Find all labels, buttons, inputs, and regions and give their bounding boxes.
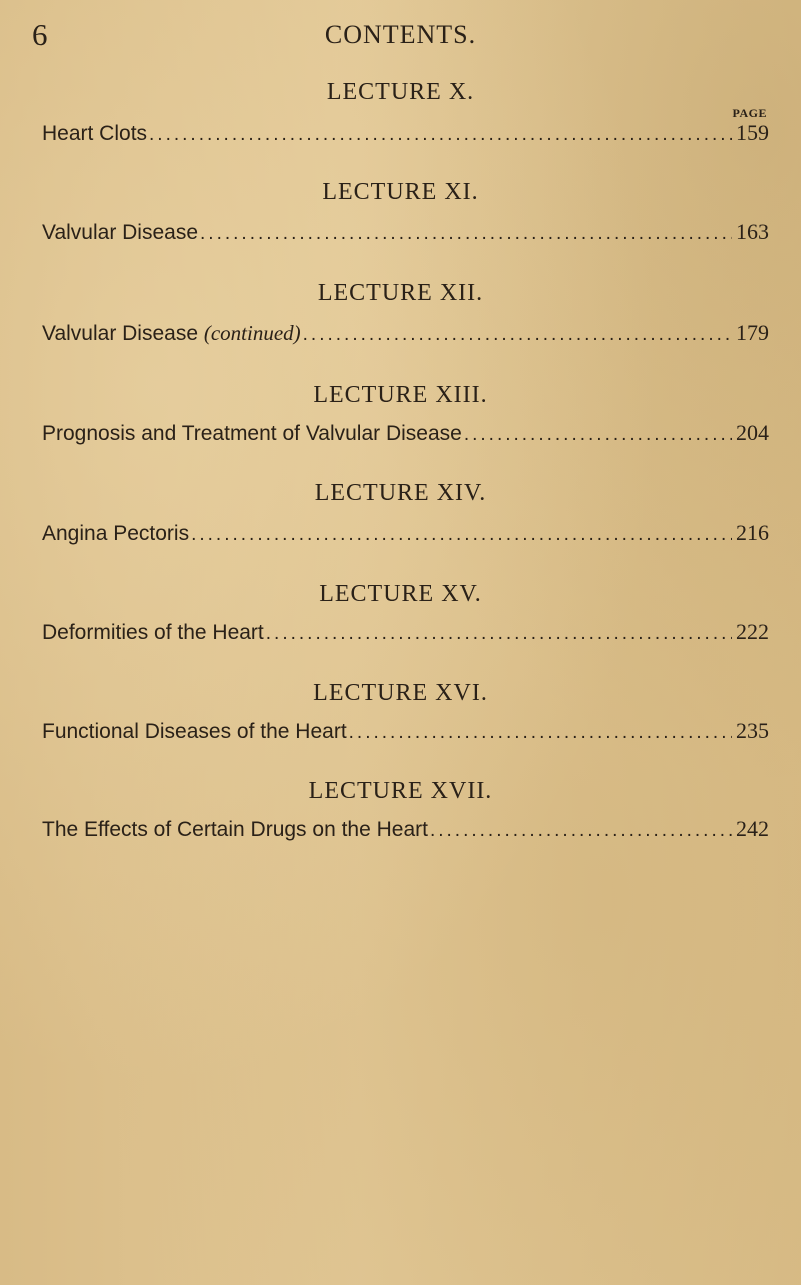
lecture-heading: LECTURE XV. bbox=[319, 581, 482, 607]
entry-page-number: 222 bbox=[736, 619, 769, 644]
entry-page-number: 242 bbox=[736, 816, 769, 841]
entry-title: Prognosis and Treatment of Valvular Disease bbox=[42, 422, 462, 445]
toc-entry[interactable] bbox=[42, 418, 769, 448]
running-head: CONTENTS. bbox=[324, 20, 477, 49]
toc-entry[interactable] bbox=[42, 814, 769, 844]
lecture-heading: LECTURE XVI. bbox=[313, 680, 488, 706]
page-column-label: PAGE bbox=[732, 106, 767, 120]
dot-leader bbox=[191, 520, 732, 550]
entry-page-number: 163 bbox=[736, 219, 769, 244]
entry-page-number: 204 bbox=[736, 420, 769, 445]
entry-title: Functional Diseases of the Heart bbox=[42, 720, 347, 743]
toc-entry[interactable] bbox=[42, 318, 769, 348]
entry-title: Heart Clots bbox=[42, 122, 148, 145]
entry-page-number: 235 bbox=[736, 718, 769, 743]
lecture-heading: LECTURE XI. bbox=[322, 179, 479, 205]
dot-leader bbox=[303, 320, 732, 350]
entry-page-number: 216 bbox=[736, 520, 769, 545]
lecture-heading: LECTURE XII. bbox=[317, 280, 484, 306]
entry-page-number: 159 bbox=[736, 120, 769, 145]
dot-leader bbox=[266, 619, 732, 649]
entry-title-main: Valvular Disease bbox=[42, 322, 199, 345]
entry-title bbox=[42, 318, 301, 349]
entry-title-note: (continued) bbox=[203, 321, 301, 345]
toc-entry[interactable] bbox=[42, 518, 769, 548]
page-number: 6 bbox=[32, 17, 48, 52]
entry-title: Valvular Disease bbox=[42, 221, 199, 244]
toc-entry[interactable] bbox=[42, 617, 769, 647]
lecture-heading: LECTURE XVII. bbox=[308, 778, 493, 804]
entry-title: The Effects of Certain Drugs on the Heart bbox=[42, 818, 428, 841]
lecture-heading: LECTURE X. bbox=[326, 79, 475, 105]
toc-entry[interactable] bbox=[42, 217, 769, 247]
dot-leader bbox=[200, 219, 732, 249]
dot-leader bbox=[430, 816, 732, 846]
dot-leader bbox=[349, 718, 732, 748]
dot-leader bbox=[464, 420, 732, 450]
toc-entry[interactable] bbox=[42, 716, 769, 746]
dot-leader bbox=[149, 120, 732, 150]
entry-title: Angina Pectoris bbox=[42, 522, 190, 545]
lecture-heading: LECTURE XIII. bbox=[313, 382, 488, 408]
entry-page-number: 179 bbox=[736, 320, 769, 345]
entry-title: Deformities of the Heart bbox=[42, 621, 264, 644]
toc-entry[interactable] bbox=[42, 118, 769, 148]
lecture-heading: LECTURE XIV. bbox=[314, 480, 487, 506]
